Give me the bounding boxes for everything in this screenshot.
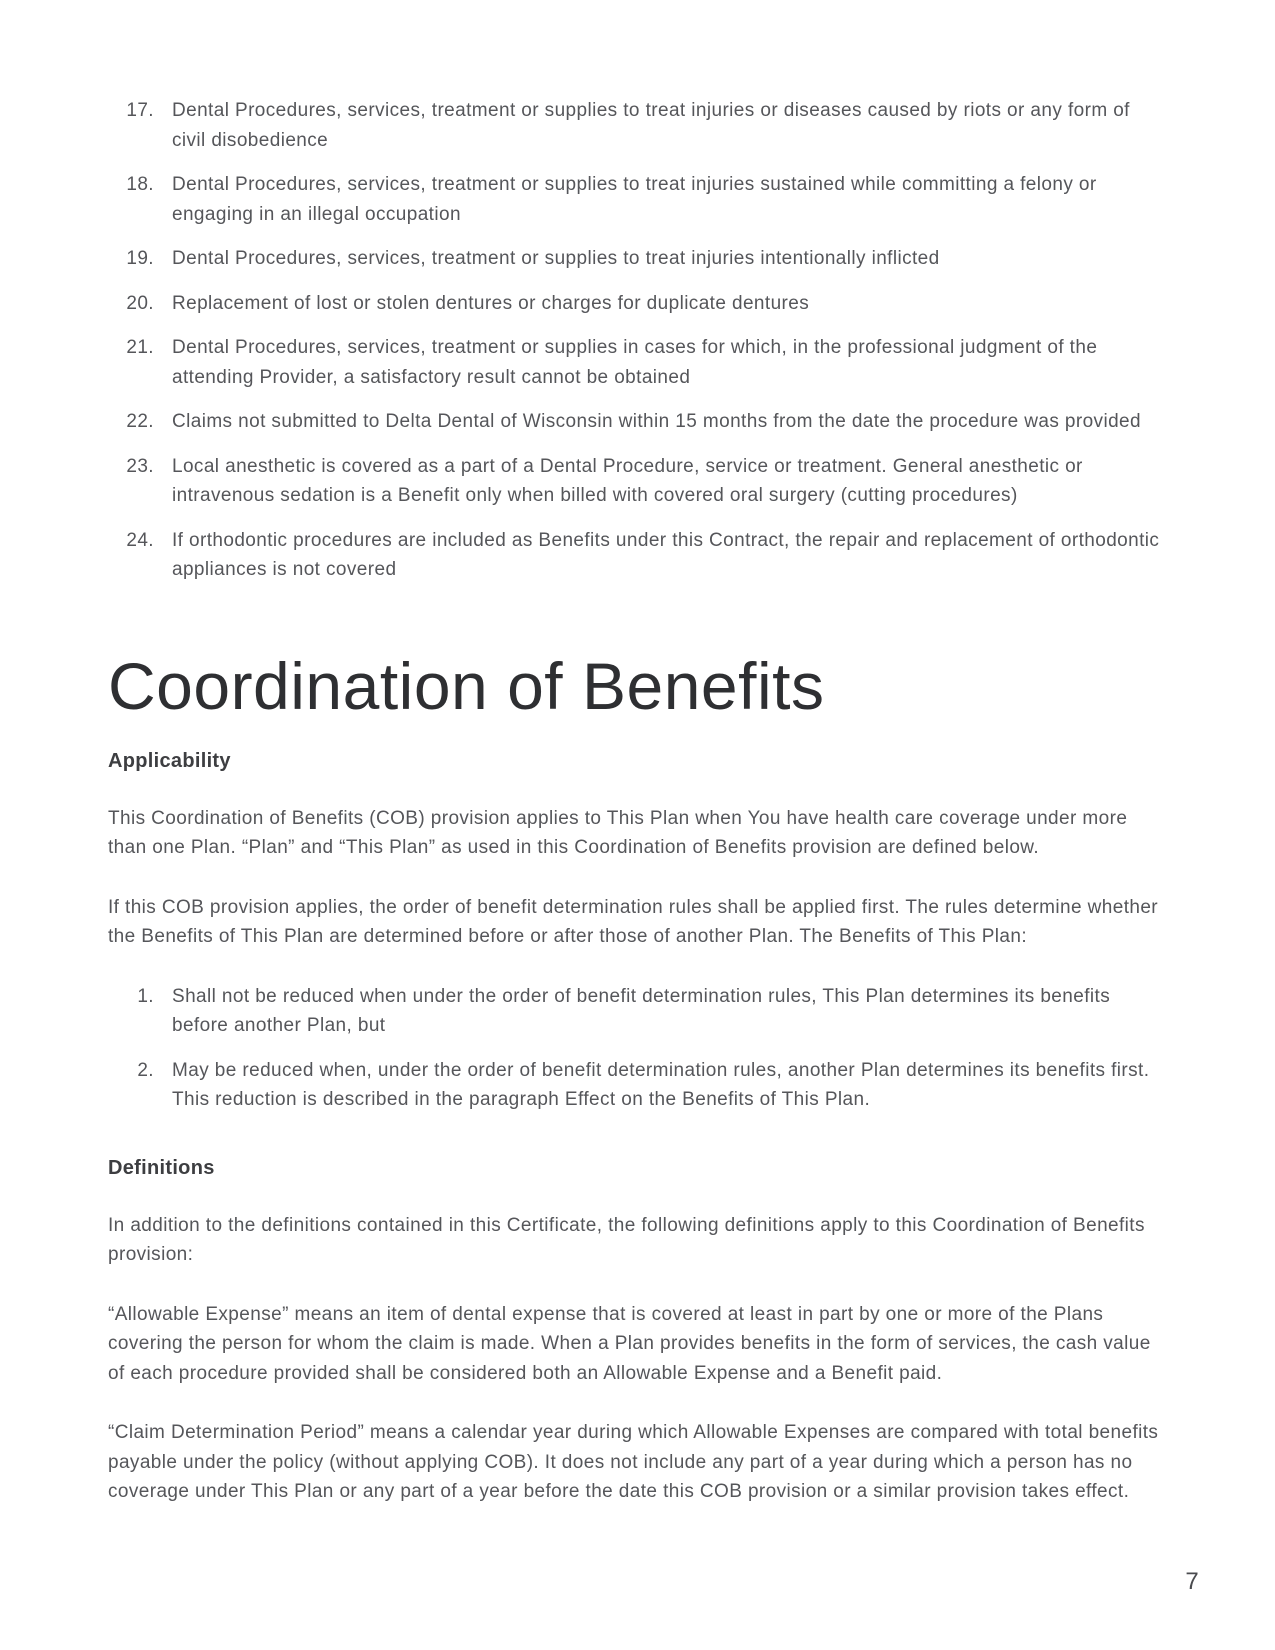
item-number: 23. <box>126 455 154 477</box>
item-number: 19. <box>126 248 154 269</box>
item-text: Local anesthetic is covered as a part of a Dental Procedure, service or treatment. General anesthetic or intravenous sedation is a Benefit only when billed with covered oral surgery (cutting procedures) <box>172 455 1083 506</box>
list-item <box>108 407 1167 437</box>
applicability-paragraph-1: This Coordination of Benefits (COB) provision applies to This Plan when You have health care coverage under more than one Plan. “Plan” and “This Plan” as used in this Coordination of Benefits provision are defined below. <box>108 807 1128 859</box>
item-text: Shall not be reduced when under the order of benefit determination rules, This Plan determines its benefits before another Plan, but <box>172 985 1111 1037</box>
list-item <box>108 452 1167 511</box>
page-number: 7 <box>1185 1568 1199 1595</box>
applicability-paragraph-2: If this COB provision applies, the order of benefit determination rules shall be applied first. The rules determine whether the Benefits of This Plan are determined before or after those of another Plan. The Benefits of This Plan: <box>108 896 1159 948</box>
item-number: 17. <box>126 100 154 121</box>
section-title: Coordination of Benefits <box>108 648 825 723</box>
item-number: 18. <box>126 174 154 195</box>
list-item <box>108 333 1167 392</box>
list-item <box>108 526 1167 585</box>
list-item <box>108 982 1167 1041</box>
item-text: Replacement of lost or stolen dentures or charges for duplicate dentures <box>172 292 810 314</box>
item-number: 22. <box>126 411 154 432</box>
item-number: 1. <box>137 985 154 1007</box>
list-item <box>108 244 1167 274</box>
list-item <box>108 1056 1167 1115</box>
item-text: Dental Procedures, services, treatment or supplies to treat injuries sustained while committing a felony or engaging in an illegal occupation <box>172 174 1097 225</box>
item-number: 24. <box>126 529 154 551</box>
heading-applicability: Applicability <box>108 749 231 772</box>
page-content <box>108 0 1167 1507</box>
rules-list <box>108 982 1167 1115</box>
item-text: Dental Procedures, services, treatment or supplies to treat injuries or diseases caused by riots or any form of civil disobedience <box>172 100 1130 151</box>
item-number: 21. <box>126 337 154 358</box>
exclusions-list <box>108 96 1167 585</box>
list-item <box>108 170 1167 229</box>
definitions-paragraph-intro: In addition to the definitions contained in this Certificate, the following definitions apply to this Coordination of Benefits provision: <box>108 1214 1145 1266</box>
item-text: May be reduced when, under the order of benefit determination rules, another Plan determines its benefits first. This reduction is described in the paragraph Effect on the Benefits of This Plan. <box>172 1059 1150 1111</box>
heading-definitions: Definitions <box>108 1156 215 1179</box>
item-text: Claims not submitted to Delta Dental of Wisconsin within 15 months from the date the procedure was provided <box>172 411 1141 432</box>
list-item <box>108 96 1167 155</box>
definition-claim-determination-period: “Claim Determination Period” means a calendar year during which Allowable Expenses are compared with total benefits payable under the policy (without applying COB). It does not include any part of a year during which a person has no coverage under This Plan or any part of a year before the date this COB provision or a similar provision takes effect. <box>108 1422 1159 1503</box>
item-text: Dental Procedures, services, treatment or supplies in cases for which, in the professional judgment of the attending Provider, a satisfactory result cannot be obtained <box>172 337 1098 388</box>
definition-allowable-expense: “Allowable Expense” means an item of dental expense that is covered at least in part by one or more of the Plans covering the person for whom the claim is made. When a Plan provides benefits in the form of services, the cash value of each procedure provided shall be considered both an Allowable Expense and a Benefit paid. <box>108 1303 1151 1384</box>
list-item <box>108 289 1167 319</box>
item-number: 2. <box>137 1059 154 1081</box>
item-text: If orthodontic procedures are included as Benefits under this Contract, the repair and replacement of orthodontic appliances is not covered <box>172 529 1160 580</box>
item-text: Dental Procedures, services, treatment or supplies to treat injuries intentionally inflicted <box>172 248 940 269</box>
item-number: 20. <box>126 292 154 314</box>
